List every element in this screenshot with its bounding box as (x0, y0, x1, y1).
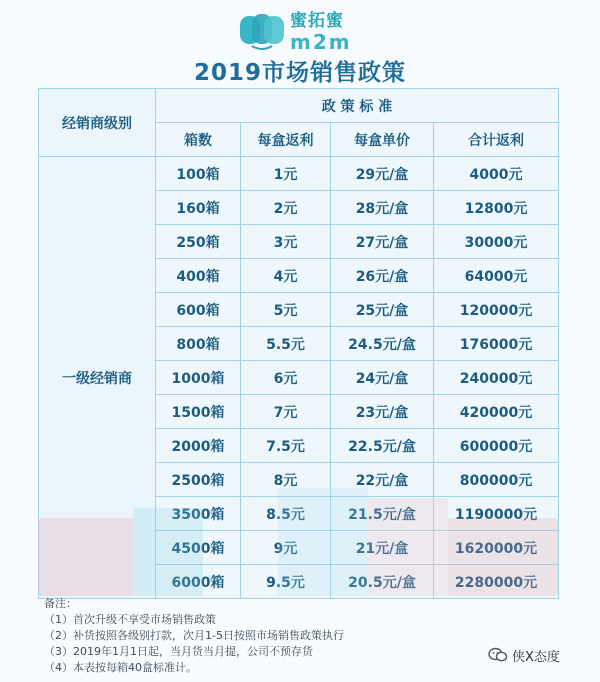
cell-boxes: 2500箱 (156, 463, 241, 497)
cell-rebate: 5元 (241, 293, 331, 327)
notes (44, 596, 544, 676)
note-item: （1）首次升级不享受市场销售政策 (44, 613, 216, 626)
cell-boxes: 400箱 (156, 259, 241, 293)
cell-price: 20.5元/盒 (331, 565, 434, 599)
cell-boxes: 3500箱 (156, 497, 241, 531)
col-header-boxes: 箱数 (156, 123, 241, 157)
cell-total: 176000元 (434, 327, 559, 361)
cell-total: 2280000元 (434, 565, 559, 599)
cell-boxes: 4500箱 (156, 531, 241, 565)
cell-boxes: 160箱 (156, 191, 241, 225)
note-item: （2）补货按照各级别打款，次月1-5日按照市场销售政策执行 (44, 629, 344, 642)
brand-name-cn: 蜜拓蜜 (290, 10, 344, 31)
watermark (488, 643, 560, 667)
cell-total: 420000元 (434, 395, 559, 429)
cell-rebate: 3元 (241, 225, 331, 259)
notes-label: 备注： (44, 597, 77, 610)
brand-logo-icon (238, 12, 286, 52)
cell-price: 22.5元/盒 (331, 429, 434, 463)
col-header-unit-price: 每盒单价 (331, 123, 434, 157)
cell-rebate: 7.5元 (241, 429, 331, 463)
cell-boxes: 600箱 (156, 293, 241, 327)
policy-header: 政 策 标 准 (156, 89, 559, 123)
cell-boxes: 1000箱 (156, 361, 241, 395)
cell-price: 27元/盒 (331, 225, 434, 259)
cell-rebate: 7元 (241, 395, 331, 429)
cell-total: 120000元 (434, 293, 559, 327)
cell-price: 24.5元/盒 (331, 327, 434, 361)
level-header: 经销商级别 (39, 89, 156, 157)
cell-rebate: 8元 (241, 463, 331, 497)
note-item: （4）本表按每箱40盒标准计。 (44, 661, 197, 674)
cell-price: 21.5元/盒 (331, 497, 434, 531)
cell-total: 1620000元 (434, 531, 559, 565)
cell-rebate: 9.5元 (241, 565, 331, 599)
cell-price: 28元/盒 (331, 191, 434, 225)
col-header-rebate-per-box: 每盒返利 (241, 123, 331, 157)
cell-total: 4000元 (434, 157, 559, 191)
cell-price: 22元/盒 (331, 463, 434, 497)
cell-boxes: 250箱 (156, 225, 241, 259)
cell-total: 30000元 (434, 225, 559, 259)
cell-rebate: 9元 (241, 531, 331, 565)
cell-total: 1190000元 (434, 497, 559, 531)
cell-total: 240000元 (434, 361, 559, 395)
cell-total: 600000元 (434, 429, 559, 463)
page-title: 2019市场销售政策 (193, 60, 406, 86)
policy-table (38, 88, 559, 599)
cell-boxes: 800箱 (156, 327, 241, 361)
cell-price: 25元/盒 (331, 293, 434, 327)
cell-price: 21元/盒 (331, 531, 434, 565)
cell-total: 12800元 (434, 191, 559, 225)
brand-name-en: m2m (290, 29, 352, 54)
cell-rebate: 5.5元 (241, 327, 331, 361)
cell-total: 64000元 (434, 259, 559, 293)
col-header-total-rebate: 合计返利 (434, 123, 559, 157)
cell-boxes: 100箱 (156, 157, 241, 191)
cell-boxes: 1500箱 (156, 395, 241, 429)
cell-boxes: 2000箱 (156, 429, 241, 463)
cell-price: 23元/盒 (331, 395, 434, 429)
cell-rebate: 8.5元 (241, 497, 331, 531)
cell-rebate: 1元 (241, 157, 331, 191)
watermark-text: 侠X态度 (512, 649, 560, 665)
cell-price: 24元/盒 (331, 361, 434, 395)
wechat-icon (488, 647, 508, 663)
level-name: 一级经销商 (39, 157, 156, 599)
cell-total: 800000元 (434, 463, 559, 497)
cell-price: 29元/盒 (331, 157, 434, 191)
note-item: （3）2019年1月1日起，当月货当月提，公司不预存货 (44, 645, 313, 658)
cell-boxes: 6000箱 (156, 565, 241, 599)
cell-rebate: 6元 (241, 361, 331, 395)
cell-rebate: 2元 (241, 191, 331, 225)
cell-rebate: 4元 (241, 259, 331, 293)
cell-price: 26元/盒 (331, 259, 434, 293)
brand-logo (238, 10, 368, 54)
